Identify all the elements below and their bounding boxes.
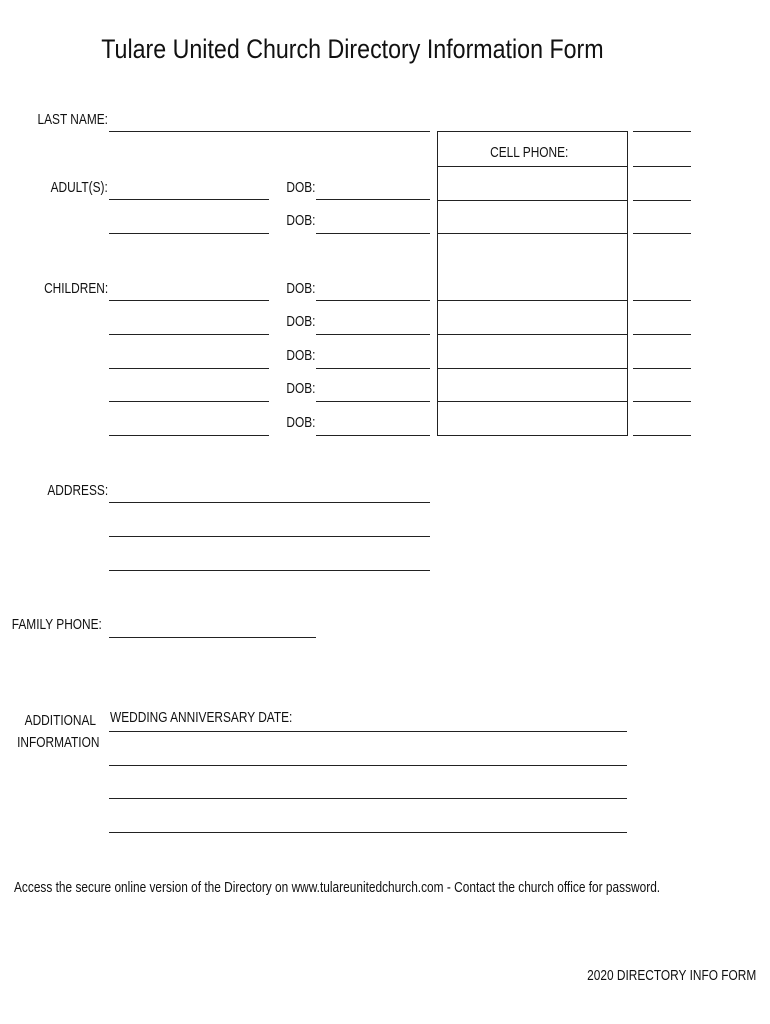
child-4-name-field[interactable] <box>109 401 269 402</box>
adult-2-name-field[interactable] <box>109 233 269 234</box>
right-column-field-4[interactable] <box>633 233 691 234</box>
child-2-name-field[interactable] <box>109 334 269 335</box>
adult-1-dob-field[interactable] <box>316 199 430 200</box>
dob-label: DOB: <box>285 415 315 431</box>
right-column-field-3[interactable] <box>633 200 691 201</box>
family-phone-label: FAMILY PHONE: <box>11 617 102 633</box>
additional-info-line-1[interactable] <box>109 765 627 766</box>
dob-label: DOB: <box>285 281 315 297</box>
additional-label: ADDITIONAL <box>24 713 96 729</box>
cell-phone-box-right <box>627 131 628 436</box>
child-2-dob-field[interactable] <box>316 334 430 335</box>
form-footer-id: 2020 DIRECTORY INFO FORM <box>586 968 756 984</box>
child-4-dob-field[interactable] <box>316 401 430 402</box>
address-line-2[interactable] <box>109 536 430 537</box>
right-column-field-2[interactable] <box>633 166 691 167</box>
dob-label: DOB: <box>285 381 315 397</box>
adults-label: ADULT(S): <box>50 180 108 196</box>
adult-1-name-field[interactable] <box>109 199 269 200</box>
page-title: Tulare United Church Directory Information Form <box>101 34 604 64</box>
family-phone-field[interactable] <box>109 637 316 638</box>
dob-label: DOB: <box>285 213 315 229</box>
child-3-dob-field[interactable] <box>316 368 430 369</box>
child-1-name-field[interactable] <box>109 300 269 301</box>
additional-info-line-3[interactable] <box>109 832 627 833</box>
cell-phone-child-4[interactable] <box>437 401 628 402</box>
cell-phone-header-divider <box>437 166 628 167</box>
additional-info-line-2[interactable] <box>109 798 627 799</box>
right-column-field-1[interactable] <box>633 131 691 132</box>
cell-phone-child-3[interactable] <box>437 368 628 369</box>
child-1-dob-field[interactable] <box>316 300 430 301</box>
cell-phone-adult-2[interactable] <box>437 233 628 234</box>
child-5-name-field[interactable] <box>109 435 269 436</box>
wedding-anniversary-field[interactable] <box>109 731 627 732</box>
right-column-field-9[interactable] <box>633 435 691 436</box>
address-line-3[interactable] <box>109 570 430 571</box>
last-name-field[interactable] <box>109 131 430 132</box>
right-column-field-8[interactable] <box>633 401 691 402</box>
child-3-name-field[interactable] <box>109 368 269 369</box>
directory-access-note: Access the secure online version of the Directory on www.tulareunitedchurch.com - Contact the church office for password. <box>14 880 661 896</box>
cell-phone-child-1[interactable] <box>437 300 628 301</box>
last-name-label: LAST NAME: <box>37 112 108 128</box>
children-label: CHILDREN: <box>43 281 108 297</box>
address-label: ADDRESS: <box>47 483 108 499</box>
dob-label: DOB: <box>285 180 315 196</box>
cell-phone-box-left <box>437 131 438 436</box>
dob-label: DOB: <box>285 348 315 364</box>
adult-2-dob-field[interactable] <box>316 233 430 234</box>
cell-phone-label: CELL PHONE: <box>489 145 568 161</box>
cell-phone-child-2[interactable] <box>437 334 628 335</box>
right-column-field-5[interactable] <box>633 300 691 301</box>
cell-phone-child-5[interactable] <box>437 435 628 436</box>
address-line-1[interactable] <box>109 502 430 503</box>
cell-phone-box-top <box>437 131 628 132</box>
right-column-field-7[interactable] <box>633 368 691 369</box>
child-5-dob-field[interactable] <box>316 435 430 436</box>
information-label: INFORMATION <box>16 735 99 751</box>
dob-label: DOB: <box>285 314 315 330</box>
right-column-field-6[interactable] <box>633 334 691 335</box>
wedding-anniversary-label: WEDDING ANNIVERSARY DATE: <box>110 710 293 726</box>
cell-phone-adult-1[interactable] <box>437 200 628 201</box>
